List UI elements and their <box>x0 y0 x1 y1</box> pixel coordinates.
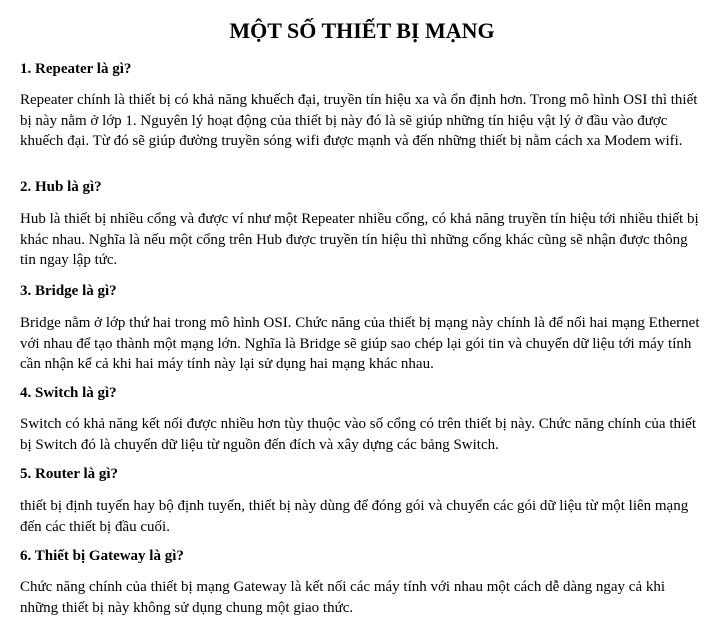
section-body-switch: Switch có khả năng kết nối được nhiều hơn tùy thuộc vào số cổng có trên thiết bị này. Chức năng chính của thiết bị Switch đó là chuyển dữ liệu từ nguồn đến đích và xây dựng các bảng Switch. <box>20 416 696 453</box>
section-heading-gateway: 6. Thiết bị Gateway là gì? <box>20 548 184 564</box>
section-heading-router: 5. Router là gì? <box>20 466 119 482</box>
section-body-repeater: Repeater chính là thiết bị có khả năng khuếch đại, truyền tín hiệu xa và ổn định hơn. Trong mô hình OSI thì thiết bị này nằm ở lớp 1. Nguyên lý hoạt động của thiết bị này đó là sẽ giúp những tín hiệu vật lý ở đầu vào được khuếch đại. Từ đó sẽ giúp đường truyền sóng wifi được mạnh và đến những thiết bị nằm cách xa Modem wifi. <box>20 92 698 149</box>
section-body-router: thiết bị định tuyến hay bộ định tuyến, thiết bị này dùng để đóng gói và chuyển các gói dữ liệu từ một liên mạng đến các thiết bị đầu cuối. <box>20 498 689 535</box>
section-heading-switch: 4. Switch là gì? <box>20 385 117 401</box>
section-heading-repeater: 1. Repeater là gì? <box>20 61 132 77</box>
section-heading-hub: 2. Hub là gì? <box>20 179 102 195</box>
section-body-hub: Hub là thiết bị nhiều cổng và được ví như một Repeater nhiều cổng, có khả năng truyền tín hiệu tới nhiều thiết bị khác nhau. Nghĩa là nếu một cổng trên Hub được truyền tín hiệu thì những cổng khác cũng sẽ nhận được thông tin ngay lập tức. <box>20 211 699 268</box>
document-title: MỘT SỐ THIẾT BỊ MẠNG <box>229 18 495 43</box>
section-body-bridge: Bridge nằm ở lớp thứ hai trong mô hình OSI. Chức năng của thiết bị mạng này chính là để nối hai mạng Ethernet với nhau để tạo thành một mạng lớn. Nghĩa là Bridge sẽ giúp sao chép lại gói tin và chuyển dữ liệu tới máy tính cần nhận kể cả khi hai máy tính này lại sử dụng hai mạng khác nhau. <box>20 315 700 372</box>
section-body-gateway: Chức năng chính của thiết bị mạng Gateway là kết nối các máy tính với nhau một cách dễ dàng ngay cả khi những thiết bị này không sử dụng chung một giao thức. <box>20 579 666 616</box>
section-heading-bridge: 3. Bridge là gì? <box>20 283 117 299</box>
